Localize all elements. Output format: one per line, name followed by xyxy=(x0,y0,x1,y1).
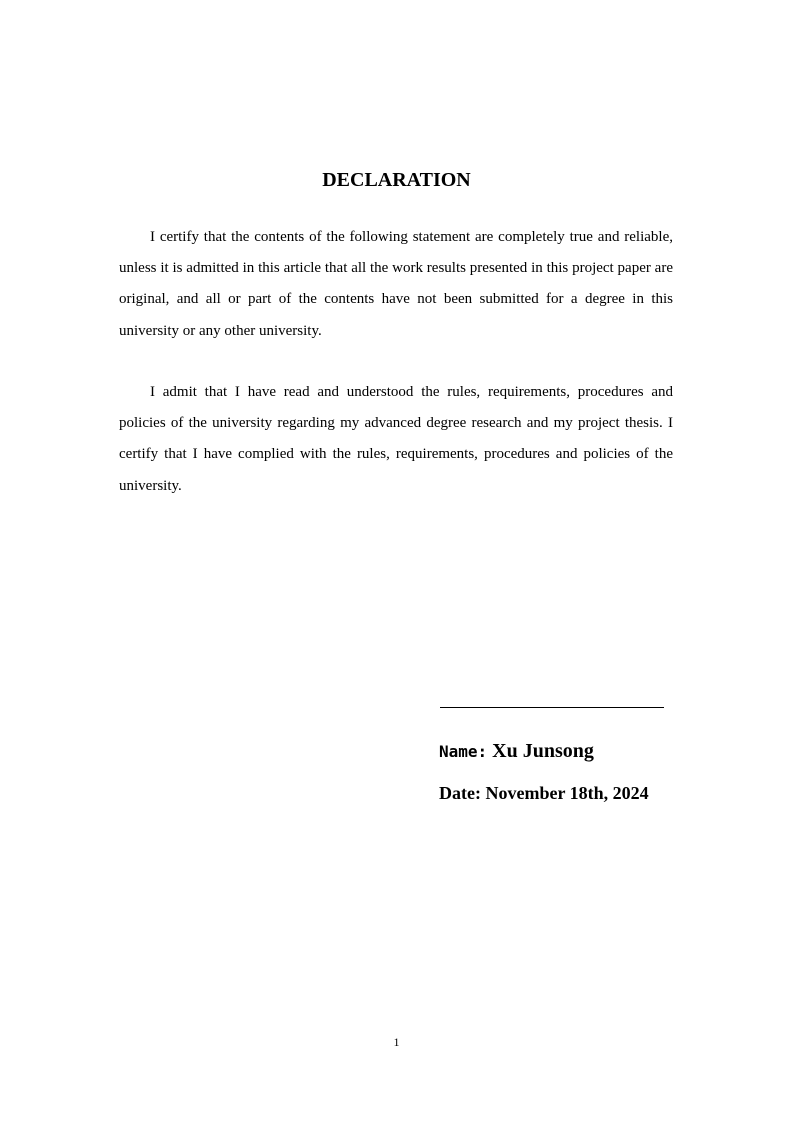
date-label: Date: xyxy=(439,783,481,803)
signature-name xyxy=(439,737,594,766)
signature-line xyxy=(440,707,664,708)
declaration-paragraph-1: I certify that the contents of the following statement are completely true and reliable, unless it is admitted in this article that all the work results presented in this project paper are original, and all or part of the contents have not been submitted for a degree in this university or any other university. xyxy=(119,229,673,339)
signature-date xyxy=(439,780,649,806)
date-value: November 18th, 2024 xyxy=(485,783,649,803)
name-label: Name: xyxy=(439,742,488,761)
page-number: 1 xyxy=(393,1035,400,1049)
name-value: Xu Junsong xyxy=(492,740,594,762)
page-title: DECLARATION xyxy=(322,169,471,191)
declaration-paragraph-2: I admit that I have read and understood the rules, requirements, procedures and policies of the university regarding my advanced degree research and my project thesis. I certify that I have complied with the rules, requirements, procedures and policies of the university. xyxy=(119,384,673,494)
